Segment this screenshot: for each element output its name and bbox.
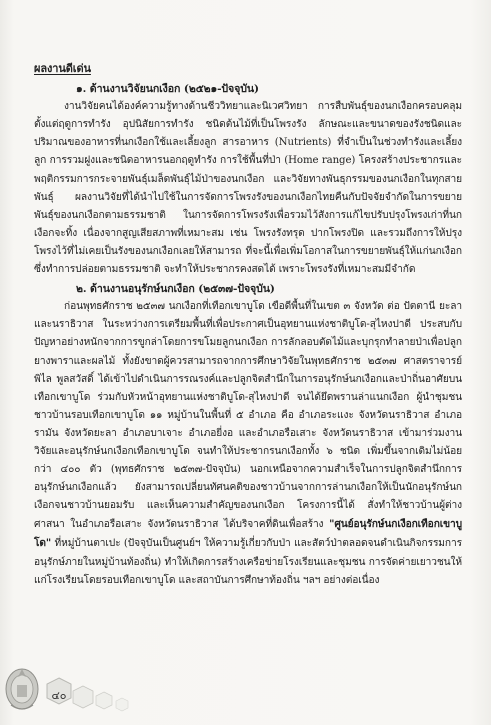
paragraph-conservation xyxy=(34,298,462,590)
body-text xyxy=(34,60,462,590)
page-number: ๔๐ xyxy=(51,689,67,702)
center-name-bold: "ศูนย์อนุรักษ์นกเงือกเทือกเขาบูโด" xyxy=(34,518,462,550)
paragraph-research: งานวิจัยคนได้องค์ความรู้ทางด้านชีววิทยาและนิเวศวิทยา การสืบพันธุ์ของนกเงือกครอบคลุมตั้งแต่ฤดูการทำรัง อุปนิสัยการทำรัง ชนิดต้นไม้ที่เป็นโพรงรัง ลักษณะและขนาดของรังชนิดและปริมาณของอาหารที่นกเงือกใช้และเลี้ยงลูก สารอาหาร (Nutrients) ที่จำเป็นในช่วงทำรังและเลี้ยงลูก การรวมฝูงและชนิดอาหารนอกฤดูทำรัง การใช้พื้นที่ป่า (Home range) โครงสร้างประชากรและพฤติกรรมการกระจายพันธุ์เมล็ดพันธุ์ไม้ป่าของนกเงือก และวิจัยทางพันธุกรรมของนกเงือกในทุกสายพันธุ์ ผลงานวิจัยที่ได้นำไปใช้ในการจัดการโพรงรังของนกเงือกไทยคืนกับปัจจัยจำกัดในการขยายพันธุ์ของนกเงือกตามธรรมชาติ ในการจัดการโพรงรังเพื่อรวมไว้สังการแก้ไขปรับปรุงโพรงเก่าที่นกเงือกจะทิ้ง เนื่องจากสูญเสียสภาพที่เหมาะสม เช่น โพรงรังทรุด ปากโพรงปิด และรวมถึงการให้ปรุงโพรงไว้ที่ไม่เคยเป็นรังของนกเงือกเลยให้สามารถ ที่จะนี้เพื่อเพิ่มโอกาสในการขยายพันธุ์ให้แก่นกเงือก ซึ่งทำการปล่อยตามธรรมชาติ จะทำให้ประชากรคงสดได้ เพราะโพรงรังที่เหมาะสมมีจำกัด xyxy=(34,101,462,276)
paragraph-conservation-part2: ที่หมู่บ้านตาเปะ (ปัจจุบันเป็นศูนย์ฯ ให้ความรู้เกี่ยวกับป่า และสัตว์ป่าตลอดจนดำเนินกิจกรรมการอนุรักษ์ภายในหมู่บ้านท้องถิ่น) ทำให้เกิดการสร้างเครือข่ายโรงเรียนและชุมชน การจัดค่ายเยาวชนให้แก่โรงเรียนโดยรอบเทือกเขาบูโด และสถาบันการศึกษาท้องถิ่น ฯลฯ อย่างต่อเนื่อง xyxy=(34,538,462,586)
section-title: ผลงานดีเด่น xyxy=(34,62,91,75)
subheading-conservation: ๒. ด้านงานอนุรักษ์นกเงือก (๒๕๓๗-ปัจจุบัน) xyxy=(76,283,275,296)
paragraph-conservation-part1: ก่อนพุทธศักราช ๒๕๓๗ นกเงือกที่เทือกเขาบูโด เขือดีพื้นที่ในเขต ๓ จังหวัด ต่อ ปัตตานี ยะลา และนราธิวาส ในระหว่างการเตรียมพื้นที่เพื่อประกาศเป็นอุทยานแห่งชาติบูโด-สุไหงปาดี ประสบกับปัญหาอย่างหนักจากการขูกล่าโดยการขโมยลูกนกเงือก การลักลอบตัดไม้และบุกรุกทำลายป่าเพื่อปลูกยางพาราและผลไม้ ทั้งยังขาดผู้ควรสามารถจากการศึกษาวิจัยในพุทธศักราช ๒๕๓๗ ศาสตราจารย์ พิไล พูลสวัสดิ์ ได้เข้าไปดำเนินการรณรงค์และปลูกจิตสำนึกในการอนุรักษ์นกเงือกและป่าถิ่นอาศัยบนเทือกเขาบูโด ร่วมกับหัวหน้าอุทยานแห่งชาติบูโด-สุไหงปาดี จนได้ยึดพรานล่าแนกเงือก ผู้นำชุมชน ชาวบ้านรอบเทือกเขาบูโด ๑๑ หมู่บ้านในพื้นที่ ๕ อำเภอ คือ อำเภอระแงะ จังหวัดนราธิวาส อำเภอรามัน จังหวัดยะลา อำเภอบาเจาะ อำเภอยี่งอ และอำเภอรือเสาะ จังหวัดนราธิวาส เข้ามาร่วมงานวิจัยและอนุรักษ์นกเงือกเทือกเขาบูโด จนทำให้ประชากรนกเงือกทั้ง ๖ ชนิด เพิ่มขึ้นจากเดิมไม่น้อยกว่า ๔๐๐ ตัว (พุทธศักราช ๒๕๓๗-ปัจจุบัน) นอกเหนือจากความสำเร็จในการปลูกจิตสำนึกการอนุรักษ์นกเงือกแล้ว ยังสามารถเปลี่ยนทัศนคติของชาวบ้านจากการล่านกเงือกให้เป็นนักอนุรักษ์นกเงือกจนชาวบ้านยอมรับ และเห็นความสำคัญของนกเงือก โครงการนี้ได้ สั่งทำให้ชาวบ้านผู้ต่างศาสนา ในอำเภอรือเสาะ จังหวัดนราธิวาส ได้บริจาคที่ดินเพื่อสร้าง xyxy=(34,301,462,531)
subheading-research: ๑. ด้านงานวิจัยนกเงือก (๒๕๒๑-ปัจจุบัน) xyxy=(76,83,259,96)
